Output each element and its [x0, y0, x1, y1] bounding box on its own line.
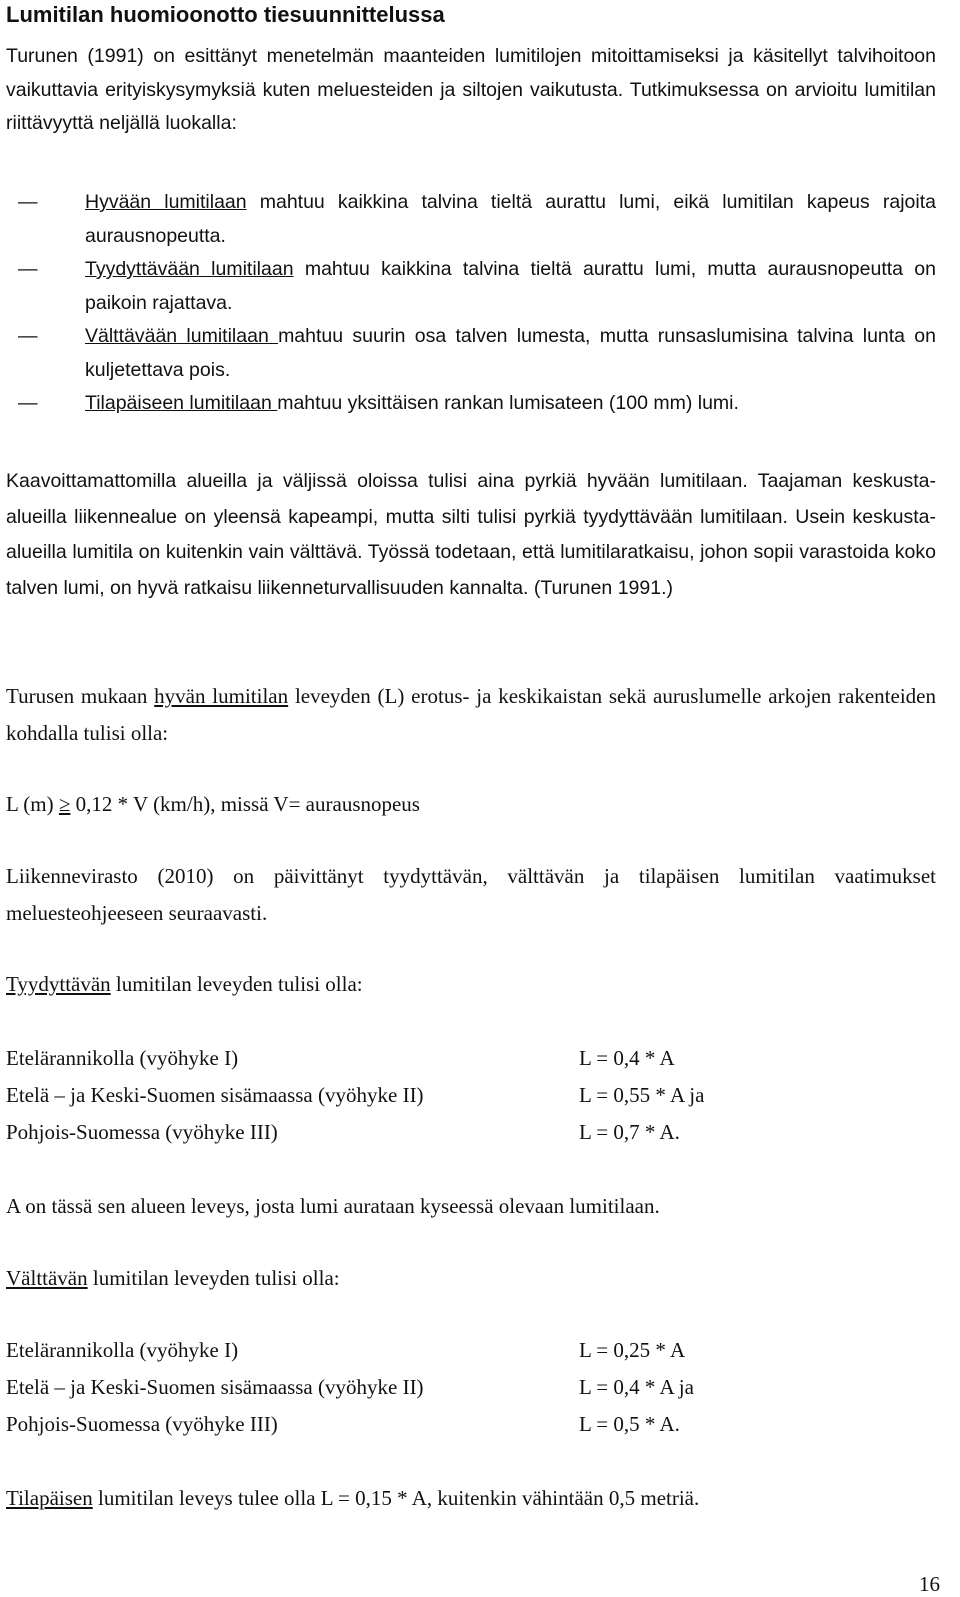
- zone-formula: L = 0,5 * A.: [579, 1412, 680, 1436]
- class-list: [6, 186, 936, 421]
- class-term: Välttävään lumitilaan: [85, 325, 279, 347]
- zone-formula: L = 0,25 * A: [579, 1338, 686, 1362]
- class-term: Hyvään lumitilaan: [85, 191, 247, 213]
- tilapainen-sentence: [6, 1484, 699, 1512]
- zone-label: Etelä – ja Keski-Suomen sisämaassa (vyöhyke II): [6, 1375, 424, 1399]
- zone-label: Pohjois-Suomessa (vyöhyke III): [6, 1412, 278, 1436]
- dash-bullet: —: [18, 325, 38, 347]
- class-term: Tyydyttävään lumitilaan: [85, 258, 294, 280]
- section-heading: Lumitilan huomioonotto tiesuunnittelussa: [6, 2, 445, 27]
- zone-label: Etelärannikolla (vyöhyke I): [6, 1046, 239, 1070]
- class-text: mahtuu yksittäisen rankan lumisateen (100 mm) lumi.: [277, 392, 739, 414]
- dash-bullet: —: [18, 191, 38, 213]
- dash-bullet: —: [18, 392, 38, 414]
- turusen-before: Turusen mukaan: [6, 684, 155, 708]
- formula-operator: ≥: [58, 792, 71, 816]
- guideline-paragraph: Kaavoittamattomilla alueilla ja väljissä oloissa tulisi aina pyrkiä hyvään lumitilaan. Taajaman keskusta-alueilla liikennealue on yleensä kapeampi, mutta silti tulisi pyrkiä tyydyttävään lumitilaan. Usein keskusta-alueilla lumitila on kuitenkin vain välttävä. Työssä todetaan, että lumitilaratkaisu, johon sopii varastoida koko talven lumi, on hyvä ratkaisu liikenneturvallisuuden kannalta. (Turunen 1991.): [6, 470, 936, 599]
- zone-formula: L = 0,4 * A ja: [579, 1375, 694, 1399]
- valttava-heading: [6, 1264, 340, 1292]
- class-text: mahtuu suurin osa talven lumesta, mutta runsaslumisina talvina lunta on kuljetettava pois.: [85, 325, 936, 381]
- list-item: [6, 186, 936, 253]
- zone-label: Etelä – ja Keski-Suomen sisämaassa (vyöhyke II): [6, 1083, 424, 1107]
- width-formula: [6, 790, 420, 818]
- formula-lhs: L (m): [6, 792, 59, 816]
- page-number: 16: [919, 1572, 940, 1596]
- valttava-rest: lumitilan leveyden tulisi olla:: [87, 1266, 340, 1290]
- tyydyttava-heading: [6, 970, 363, 998]
- turusen-paragraph: [6, 678, 936, 751]
- tyydyttava-rest: lumitilan leveyden tulisi olla:: [110, 972, 363, 996]
- zone-formula: L = 0,55 * A ja: [579, 1083, 705, 1107]
- valttava-term: Välttävän: [6, 1266, 88, 1290]
- list-item: [6, 387, 936, 421]
- a-definition: A on tässä sen alueen leveys, josta lumi aurataan kyseessä olevaan lumitilaan.: [6, 1194, 660, 1218]
- dash-bullet: —: [18, 258, 38, 280]
- liikennevirasto-paragraph: Liikennevirasto (2010) on päivittänyt tyydyttävän, välttävän ja tilapäisen lumitilan vaatimukset meluesteohjeeseen seuraavasti.: [6, 864, 936, 925]
- tyydyttava-term: Tyydyttävän: [6, 972, 111, 996]
- class-term: Tilapäiseen lumitilaan: [85, 392, 278, 414]
- tilapainen-rest: lumitilan leveys tulee olla L = 0,15 * A, kuitenkin vähintään 0,5 metriä.: [92, 1486, 700, 1510]
- class-text: mahtuu kaikkina talvina tieltä aurattu lumi, mutta aurausnopeutta on paikoin rajattava.: [85, 258, 936, 314]
- turusen-after: leveyden (L) erotus- ja keskikaistan sekä auruslumelle arkojen rakenteiden kohdalla tulisi olla:: [6, 684, 936, 745]
- zone-formula: L = 0,7 * A.: [579, 1120, 680, 1144]
- list-item: [6, 320, 936, 387]
- zone-label: Etelärannikolla (vyöhyke I): [6, 1338, 239, 1362]
- intro-paragraph: Turunen (1991) on esittänyt menetelmän maanteiden lumitilojen mitoittamiseksi ja käsitellyt talvihoitoon vaikuttavia erityiskysymyksiä kuten meluesteiden ja siltojen vaikutusta. Tutkimuksessa on arvioitu lumitilan riittävyyttä neljällä luokalla:: [6, 45, 936, 134]
- tilapainen-term: Tilapäisen: [6, 1486, 93, 1510]
- formula-rhs: 0,12 * V (km/h), missä V= aurausnopeus: [70, 792, 420, 816]
- zone-formula: L = 0,4 * A: [579, 1046, 675, 1070]
- turusen-term: hyvän lumitilan: [154, 684, 289, 708]
- zone-label: Pohjois-Suomessa (vyöhyke III): [6, 1120, 278, 1144]
- list-item: [6, 253, 936, 320]
- class-text: mahtuu kaikkina talvina tieltä aurattu lumi, eikä lumitilan kapeus rajoita aurausnopeutta.: [85, 191, 936, 247]
